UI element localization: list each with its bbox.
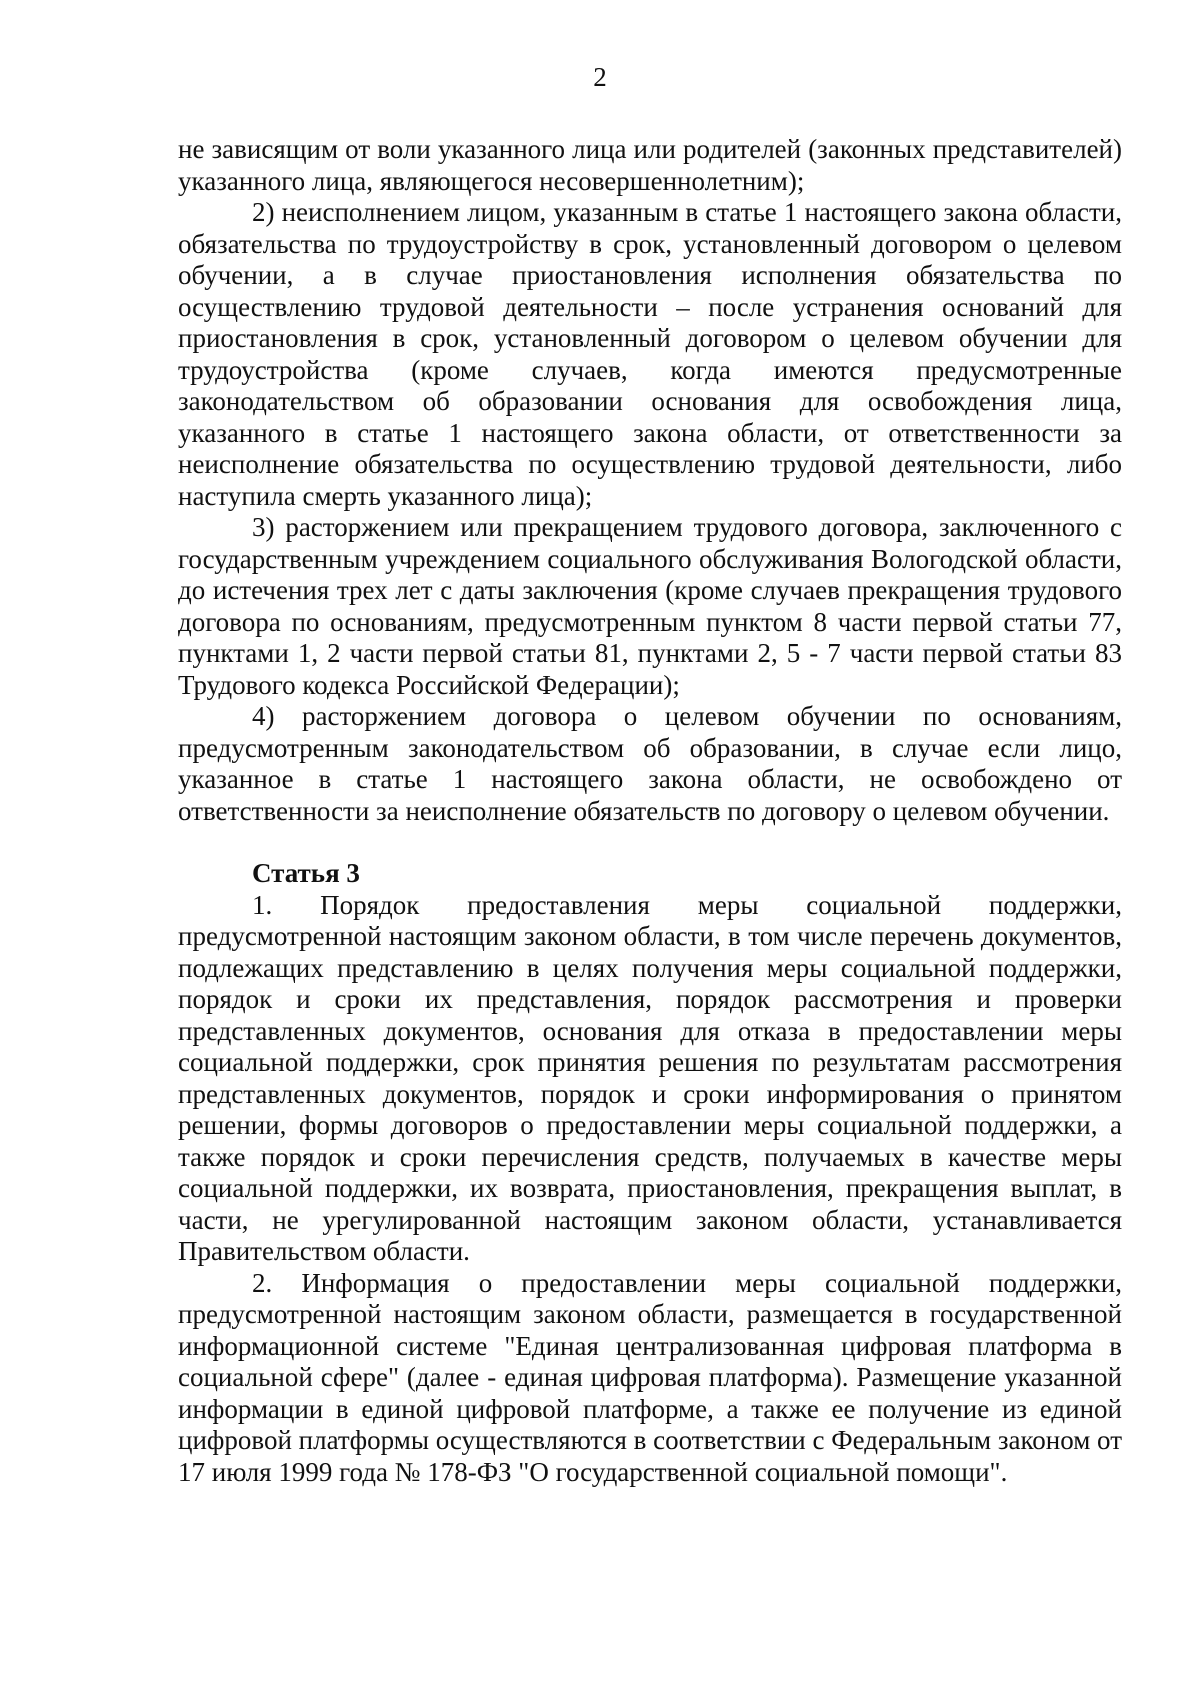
- paragraph-continuation: не зависящим от воли указанного лица или родителей (законных представителей) указанного лица, являющегося несовершеннолетним);: [178, 134, 1122, 196]
- article-paragraph-1: 1. Порядок предоставления меры социальной поддержки, предусмотренной настоящим законом области, в том числе перечень документов, подлежащих представлению в целях получения меры социальной поддержки, порядок и сроки их представления, порядок рассмотрения и проверки представленных документов, основания для отказа в предоставлении меры социальной поддержки, срок принятия решения по результатам рассмотрения представленных документов, порядок и сроки информирования о принятом решении, формы договоров о предоставлении меры социальной поддержки, а также порядок и сроки перечисления средств, получаемых в качестве меры социальной поддержки, их возврата, приостановления, прекращения выплат, в части, не урегулированной настоящим законом области, устанавливается Правительством области.: [178, 889, 1122, 1266]
- article-paragraph-2: 2. Информация о предоставлении меры социальной поддержки, предусмотренной настоящим законом области, размещается в государственной информационной системе "Единая централизованная цифровая платформа в социальной сфере" (далее - единая цифровая платформа). Размещение указанной информации в единой цифровой платформе, а также ее получение из единой цифровой платформы осуществляются в соответствии с Федеральным законом от 17 июля 1999 года № 178-ФЗ "О государственной социальной помощи".: [178, 1267, 1122, 1487]
- paragraph-item-4: 4) расторжением договора о целевом обучении по основаниям, предусмотренным законодательством об образовании, в случае если лицо, указанное в статье 1 настоящего закона области, не освобождено от ответственности за неисполнение обязательств по договору о целевом обучении.: [178, 701, 1122, 826]
- article-heading: Статья 3: [252, 858, 360, 888]
- document-body: [178, 134, 1122, 1488]
- paragraph-item-2: 2) неисполнением лицом, указанным в статье 1 настоящего закона области, обязательства по трудоустройству в срок, установленный договором о целевом обучении, а в случае приостановления исполнения обязательства по осуществлению трудовой деятельности – после устранения оснований для приостановления в срок, установленный договором о целевом обучении для трудоустройства (кроме случаев, когда имеются предусмотренные законодательством об образовании основания для освобождения лица, указанного в статье 1 настоящего закона области, от ответственности за неисполнение обязательства по осуществлению трудовой деятельности, либо наступила смерть указанного лица);: [178, 197, 1122, 511]
- paragraph-item-3: 3) расторжением или прекращением трудового договора, заключенного с государственным учреждением социального обслуживания Вологодской области, до истечения трех лет с даты заключения (кроме случаев прекращения трудового договора по основаниям, предусмотренным пунктом 8 части первой статьи 77, пунктами 1, 2 части первой статьи 81, пунктами 2, 5 - 7 части первой статьи 83 Трудового кодекса Российской Федерации);: [178, 512, 1122, 700]
- section-spacer: [178, 827, 1122, 858]
- page-number: 2: [593, 62, 607, 92]
